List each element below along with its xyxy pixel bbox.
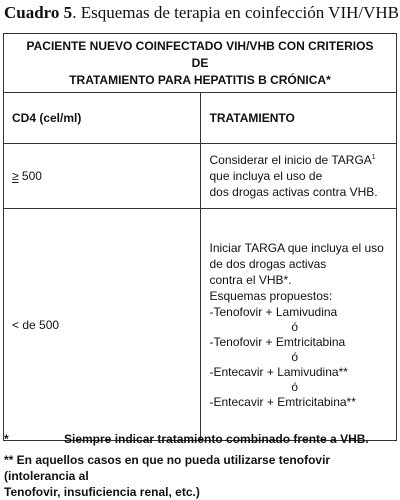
scheme-option-3: -Entecavir + Lamivudina** <box>209 364 348 379</box>
footnote-2-line-2: Tenofovir, insuficiencia renal, etc.) <box>4 485 200 499</box>
treatment-line-2: dos drogas activas contra VHB. <box>209 185 378 199</box>
footnote-1 <box>4 431 396 447</box>
footnote-2-line-1: ** En aquellos casos en que no pueda utilizarse tenofovir (intolerancia al <box>4 453 331 483</box>
treatment-text: Considerar el inicio de TARGA <box>209 153 372 167</box>
table-caption <box>4 2 400 26</box>
footnote-1-text: Siempre indicar tratamiento combinado frente a VHB. <box>64 432 369 446</box>
scheme-option-2: -Tenofovir + Emtricitabina <box>209 334 346 349</box>
table-header-row <box>4 34 397 93</box>
gte-symbol: ≥ <box>12 169 19 183</box>
cd4-value: 500 <box>18 169 42 183</box>
caption-label: Cuadro 5 <box>4 3 73 22</box>
treatment-intro-2: contra el VHB*. <box>209 272 292 287</box>
treatment-text-end: que incluya el uso de <box>209 169 323 183</box>
table-header-cell <box>4 34 397 93</box>
column-header-row <box>4 93 397 144</box>
column-header-treatment: TRATAMIENTO <box>200 93 397 144</box>
cd4-cell <box>4 144 201 209</box>
table-header-line-2: TRATAMIENTO PARA HEPATITIS B CRÓNICA* <box>69 72 331 87</box>
treatment-cell <box>200 144 397 209</box>
table-row <box>4 209 397 441</box>
scheme-option-1: -Tenofovir + Lamivudina <box>209 304 338 319</box>
cd4-cell: < de 500 <box>4 209 201 441</box>
column-header-cd4: CD4 (cel/ml) <box>4 93 201 144</box>
scheme-option-4: -Entecavir + Emtricitabina** <box>209 394 356 409</box>
or-connector: ó <box>291 379 298 394</box>
schemes-label: Esquemas propuestos: <box>209 288 333 303</box>
footnote-1-mark: * <box>4 432 9 446</box>
or-connector: ó <box>291 319 298 334</box>
table-header-line-1: PACIENTE NUEVO COINFECTADO VIH/VHB CON CRITERIOS DE <box>26 38 374 70</box>
treatment-intro-1: Iniciar TARGA que incluya el uso de dos drogas activas <box>209 240 384 271</box>
therapy-table <box>3 33 397 441</box>
footnote-2 <box>4 452 396 500</box>
treatment-line-1 <box>210 152 391 184</box>
footnote-ref: 1 <box>371 154 376 161</box>
or-connector: ó <box>291 349 298 364</box>
table-row <box>4 144 397 209</box>
caption-title: . Esquemas de terapia en coinfección VIH/VHB <box>72 3 400 22</box>
treatment-cell <box>200 209 397 441</box>
